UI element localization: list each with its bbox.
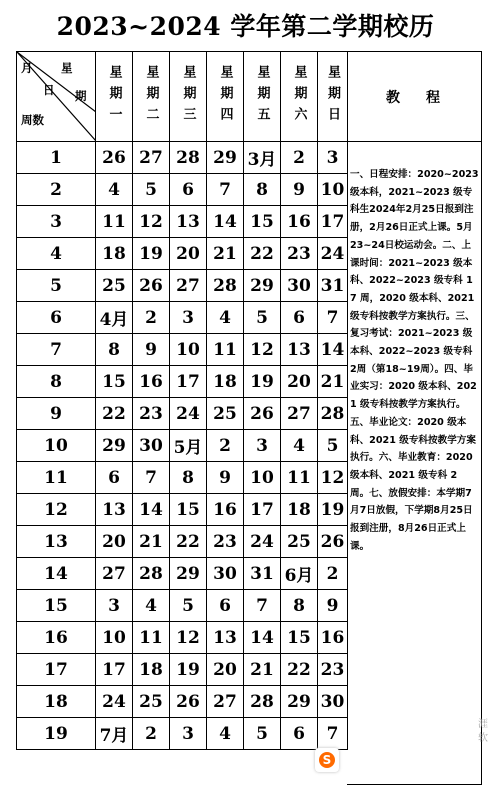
date-cell: 3: [318, 142, 348, 174]
date-cell: 24: [170, 398, 207, 430]
date-cell: 8: [96, 334, 133, 366]
date-cell: 28: [207, 270, 244, 302]
date-cell: 14: [318, 334, 348, 366]
date-cell: 10: [170, 334, 207, 366]
date-cell: 5: [170, 590, 207, 622]
date-cell: 21: [244, 654, 281, 686]
week-number: 18: [17, 686, 96, 718]
day-header-wed: 星期三: [170, 52, 207, 142]
date-cell: 18: [207, 366, 244, 398]
week-number: 11: [17, 462, 96, 494]
date-cell: 30: [318, 686, 348, 718]
date-cell: 18: [133, 654, 170, 686]
date-cell: 10: [318, 174, 348, 206]
date-cell: 2: [133, 718, 170, 750]
date-cell: 25: [281, 526, 318, 558]
date-cell: 27: [96, 558, 133, 590]
week-number: 9: [17, 398, 96, 430]
date-cell: 27: [207, 686, 244, 718]
week-row: [17, 622, 348, 654]
week-row: [17, 398, 348, 430]
date-cell: 22: [244, 238, 281, 270]
corner-ri: 日: [43, 83, 55, 97]
date-cell: 19: [133, 238, 170, 270]
date-cell: 28: [318, 398, 348, 430]
date-cell: 4: [133, 590, 170, 622]
corner-qi: 期: [75, 89, 87, 103]
date-cell: 11: [207, 334, 244, 366]
week-row: [17, 654, 348, 686]
logo-icon: S: [319, 752, 335, 768]
week-row: [17, 686, 348, 718]
date-cell: 3: [170, 718, 207, 750]
date-cell: 6: [207, 590, 244, 622]
date-cell: 14: [244, 622, 281, 654]
date-cell: 2: [281, 142, 318, 174]
corner-month: 月: [21, 61, 33, 75]
date-cell: 7: [318, 718, 348, 750]
date-cell: 10: [96, 622, 133, 654]
watermark-side-text: 涯软: [478, 719, 488, 744]
week-number: 4: [17, 238, 96, 270]
date-cell: 30: [133, 430, 170, 462]
date-cell: 4: [207, 718, 244, 750]
date-cell: 15: [244, 206, 281, 238]
date-cell: 13: [170, 206, 207, 238]
date-cell: 31: [244, 558, 281, 590]
date-cell: 5: [133, 174, 170, 206]
date-cell: 16: [318, 622, 348, 654]
date-cell: 13: [207, 622, 244, 654]
date-cell: 5: [244, 302, 281, 334]
day-header-tue: 星期二: [133, 52, 170, 142]
notes-panel: [347, 141, 482, 785]
date-cell: 15: [281, 622, 318, 654]
date-cell: 26: [133, 270, 170, 302]
week-row: [17, 430, 348, 462]
week-row: [17, 718, 348, 750]
date-cell: 4月: [96, 302, 133, 334]
week-number: 10: [17, 430, 96, 462]
date-cell: 3: [96, 590, 133, 622]
day-header-thu: 星期四: [207, 52, 244, 142]
date-cell: 8: [244, 174, 281, 206]
week-row: [17, 238, 348, 270]
date-cell: 5: [318, 430, 348, 462]
date-cell: 6: [170, 174, 207, 206]
calendar-table: [16, 51, 348, 750]
corner-cell: [17, 52, 96, 142]
date-cell: 9: [207, 462, 244, 494]
date-cell: 29: [207, 142, 244, 174]
date-cell: 31: [318, 270, 348, 302]
week-number: 8: [17, 366, 96, 398]
week-number: 12: [17, 494, 96, 526]
date-cell: 18: [96, 238, 133, 270]
date-cell: 25: [207, 398, 244, 430]
date-cell: 29: [281, 686, 318, 718]
week-row: [17, 494, 348, 526]
date-cell: 29: [96, 430, 133, 462]
date-cell: 21: [207, 238, 244, 270]
week-row: [17, 558, 348, 590]
date-cell: 23: [281, 238, 318, 270]
date-cell: 20: [170, 238, 207, 270]
week-row: [17, 526, 348, 558]
date-cell: 3: [244, 430, 281, 462]
date-cell: 12: [244, 334, 281, 366]
week-number: 19: [17, 718, 96, 750]
week-number: 5: [17, 270, 96, 302]
date-cell: 16: [281, 206, 318, 238]
date-cell: 20: [96, 526, 133, 558]
date-cell: 25: [133, 686, 170, 718]
date-cell: 28: [244, 686, 281, 718]
header-row: [17, 52, 348, 142]
date-cell: 23: [318, 654, 348, 686]
date-cell: 8: [281, 590, 318, 622]
date-cell: 8: [170, 462, 207, 494]
date-cell: 5月: [170, 430, 207, 462]
date-cell: 9: [281, 174, 318, 206]
corner-xing: 星: [61, 61, 73, 75]
date-cell: 24: [318, 238, 348, 270]
date-cell: 17: [318, 206, 348, 238]
date-cell: 26: [96, 142, 133, 174]
notes-header: 教程: [347, 51, 482, 142]
date-cell: 6月: [281, 558, 318, 590]
date-cell: 6: [281, 718, 318, 750]
date-cell: 28: [170, 142, 207, 174]
date-cell: 26: [244, 398, 281, 430]
week-row: [17, 270, 348, 302]
date-cell: 2: [318, 558, 348, 590]
date-cell: 15: [170, 494, 207, 526]
date-cell: 7: [318, 302, 348, 334]
date-cell: 11: [281, 462, 318, 494]
date-cell: 29: [170, 558, 207, 590]
date-cell: 23: [207, 526, 244, 558]
date-cell: 11: [133, 622, 170, 654]
date-cell: 30: [207, 558, 244, 590]
week-row: [17, 334, 348, 366]
date-cell: 4: [96, 174, 133, 206]
date-cell: 13: [96, 494, 133, 526]
date-cell: 26: [170, 686, 207, 718]
date-cell: 2: [133, 302, 170, 334]
date-cell: 30: [281, 270, 318, 302]
date-cell: 20: [207, 654, 244, 686]
date-cell: 14: [207, 206, 244, 238]
date-cell: 12: [170, 622, 207, 654]
date-cell: 7月: [96, 718, 133, 750]
date-cell: 17: [244, 494, 281, 526]
date-cell: 3: [170, 302, 207, 334]
date-cell: 15: [96, 366, 133, 398]
week-number: 7: [17, 334, 96, 366]
date-cell: 22: [96, 398, 133, 430]
date-cell: 21: [133, 526, 170, 558]
date-cell: 19: [244, 366, 281, 398]
week-number: 6: [17, 302, 96, 334]
date-cell: 17: [96, 654, 133, 686]
week-number: 15: [17, 590, 96, 622]
week-row: [17, 590, 348, 622]
date-cell: 26: [318, 526, 348, 558]
date-cell: 3月: [244, 142, 281, 174]
date-cell: 27: [281, 398, 318, 430]
corner-week-count: 周数: [21, 113, 44, 127]
date-cell: 18: [281, 494, 318, 526]
week-number: 14: [17, 558, 96, 590]
date-cell: 19: [318, 494, 348, 526]
date-cell: 16: [133, 366, 170, 398]
date-cell: 22: [281, 654, 318, 686]
page-title: 2023~2024 学年第二学期校历: [56, 12, 435, 41]
date-cell: 7: [133, 462, 170, 494]
week-row: [17, 462, 348, 494]
date-cell: 13: [281, 334, 318, 366]
date-cell: 6: [96, 462, 133, 494]
week-row: [17, 302, 348, 334]
date-cell: 5: [244, 718, 281, 750]
date-cell: 6: [281, 302, 318, 334]
calendar-body: [17, 142, 348, 750]
week-number: 3: [17, 206, 96, 238]
date-cell: 10: [244, 462, 281, 494]
date-cell: 11: [96, 206, 133, 238]
date-cell: 2: [207, 430, 244, 462]
date-cell: 12: [318, 462, 348, 494]
day-header-sun: 星期日: [318, 52, 348, 142]
week-number: 1: [17, 142, 96, 174]
date-cell: 16: [207, 494, 244, 526]
date-cell: 9: [318, 590, 348, 622]
date-cell: 7: [244, 590, 281, 622]
date-cell: 25: [96, 270, 133, 302]
date-cell: 9: [133, 334, 170, 366]
day-header-mon: 星期一: [96, 52, 133, 142]
date-cell: 22: [170, 526, 207, 558]
date-cell: 27: [170, 270, 207, 302]
date-cell: 7: [207, 174, 244, 206]
date-cell: 23: [133, 398, 170, 430]
date-cell: 21: [318, 366, 348, 398]
week-number: 17: [17, 654, 96, 686]
date-cell: 4: [207, 302, 244, 334]
date-cell: 4: [281, 430, 318, 462]
date-cell: 24: [244, 526, 281, 558]
notes-text: 一、日程安排：2020~2023 级本科，2021~2023 级专科生2024年2月25日报到注册，2月26日正式上课。5月23~24日校运动会。二、上课时间：2021~2023 级本科、2022~2023 级专科 17 周，2020 级本科、2021 级专科按教学方案执行。三、复习考试：2021~2023 级本科、2022~2023 级专科2周（第18~19周）。四、毕业实习：2020 级本科、2021 级专科按教学方案执行。五、毕业论文：2020 级本科、2021 级专科按教学方案执行。六、毕业教育：2020 级本科、2021 级专科 2 周。七、放假安排：本学期7月7日放假，下学期8月25日报到注册，8月26日正式上课。: [350, 169, 479, 552]
day-header-fri: 星期五: [244, 52, 281, 142]
week-row: [17, 206, 348, 238]
date-cell: 27: [133, 142, 170, 174]
week-number: 13: [17, 526, 96, 558]
week-number: 16: [17, 622, 96, 654]
date-cell: 19: [170, 654, 207, 686]
date-cell: 17: [170, 366, 207, 398]
date-cell: 29: [244, 270, 281, 302]
week-row: [17, 174, 348, 206]
date-cell: 28: [133, 558, 170, 590]
watermark-logo: [315, 748, 339, 772]
week-number: 2: [17, 174, 96, 206]
date-cell: 24: [96, 686, 133, 718]
date-cell: 14: [133, 494, 170, 526]
date-cell: 20: [281, 366, 318, 398]
week-row: [17, 142, 348, 174]
day-header-sat: 星期六: [281, 52, 318, 142]
week-row: [17, 366, 348, 398]
date-cell: 12: [133, 206, 170, 238]
